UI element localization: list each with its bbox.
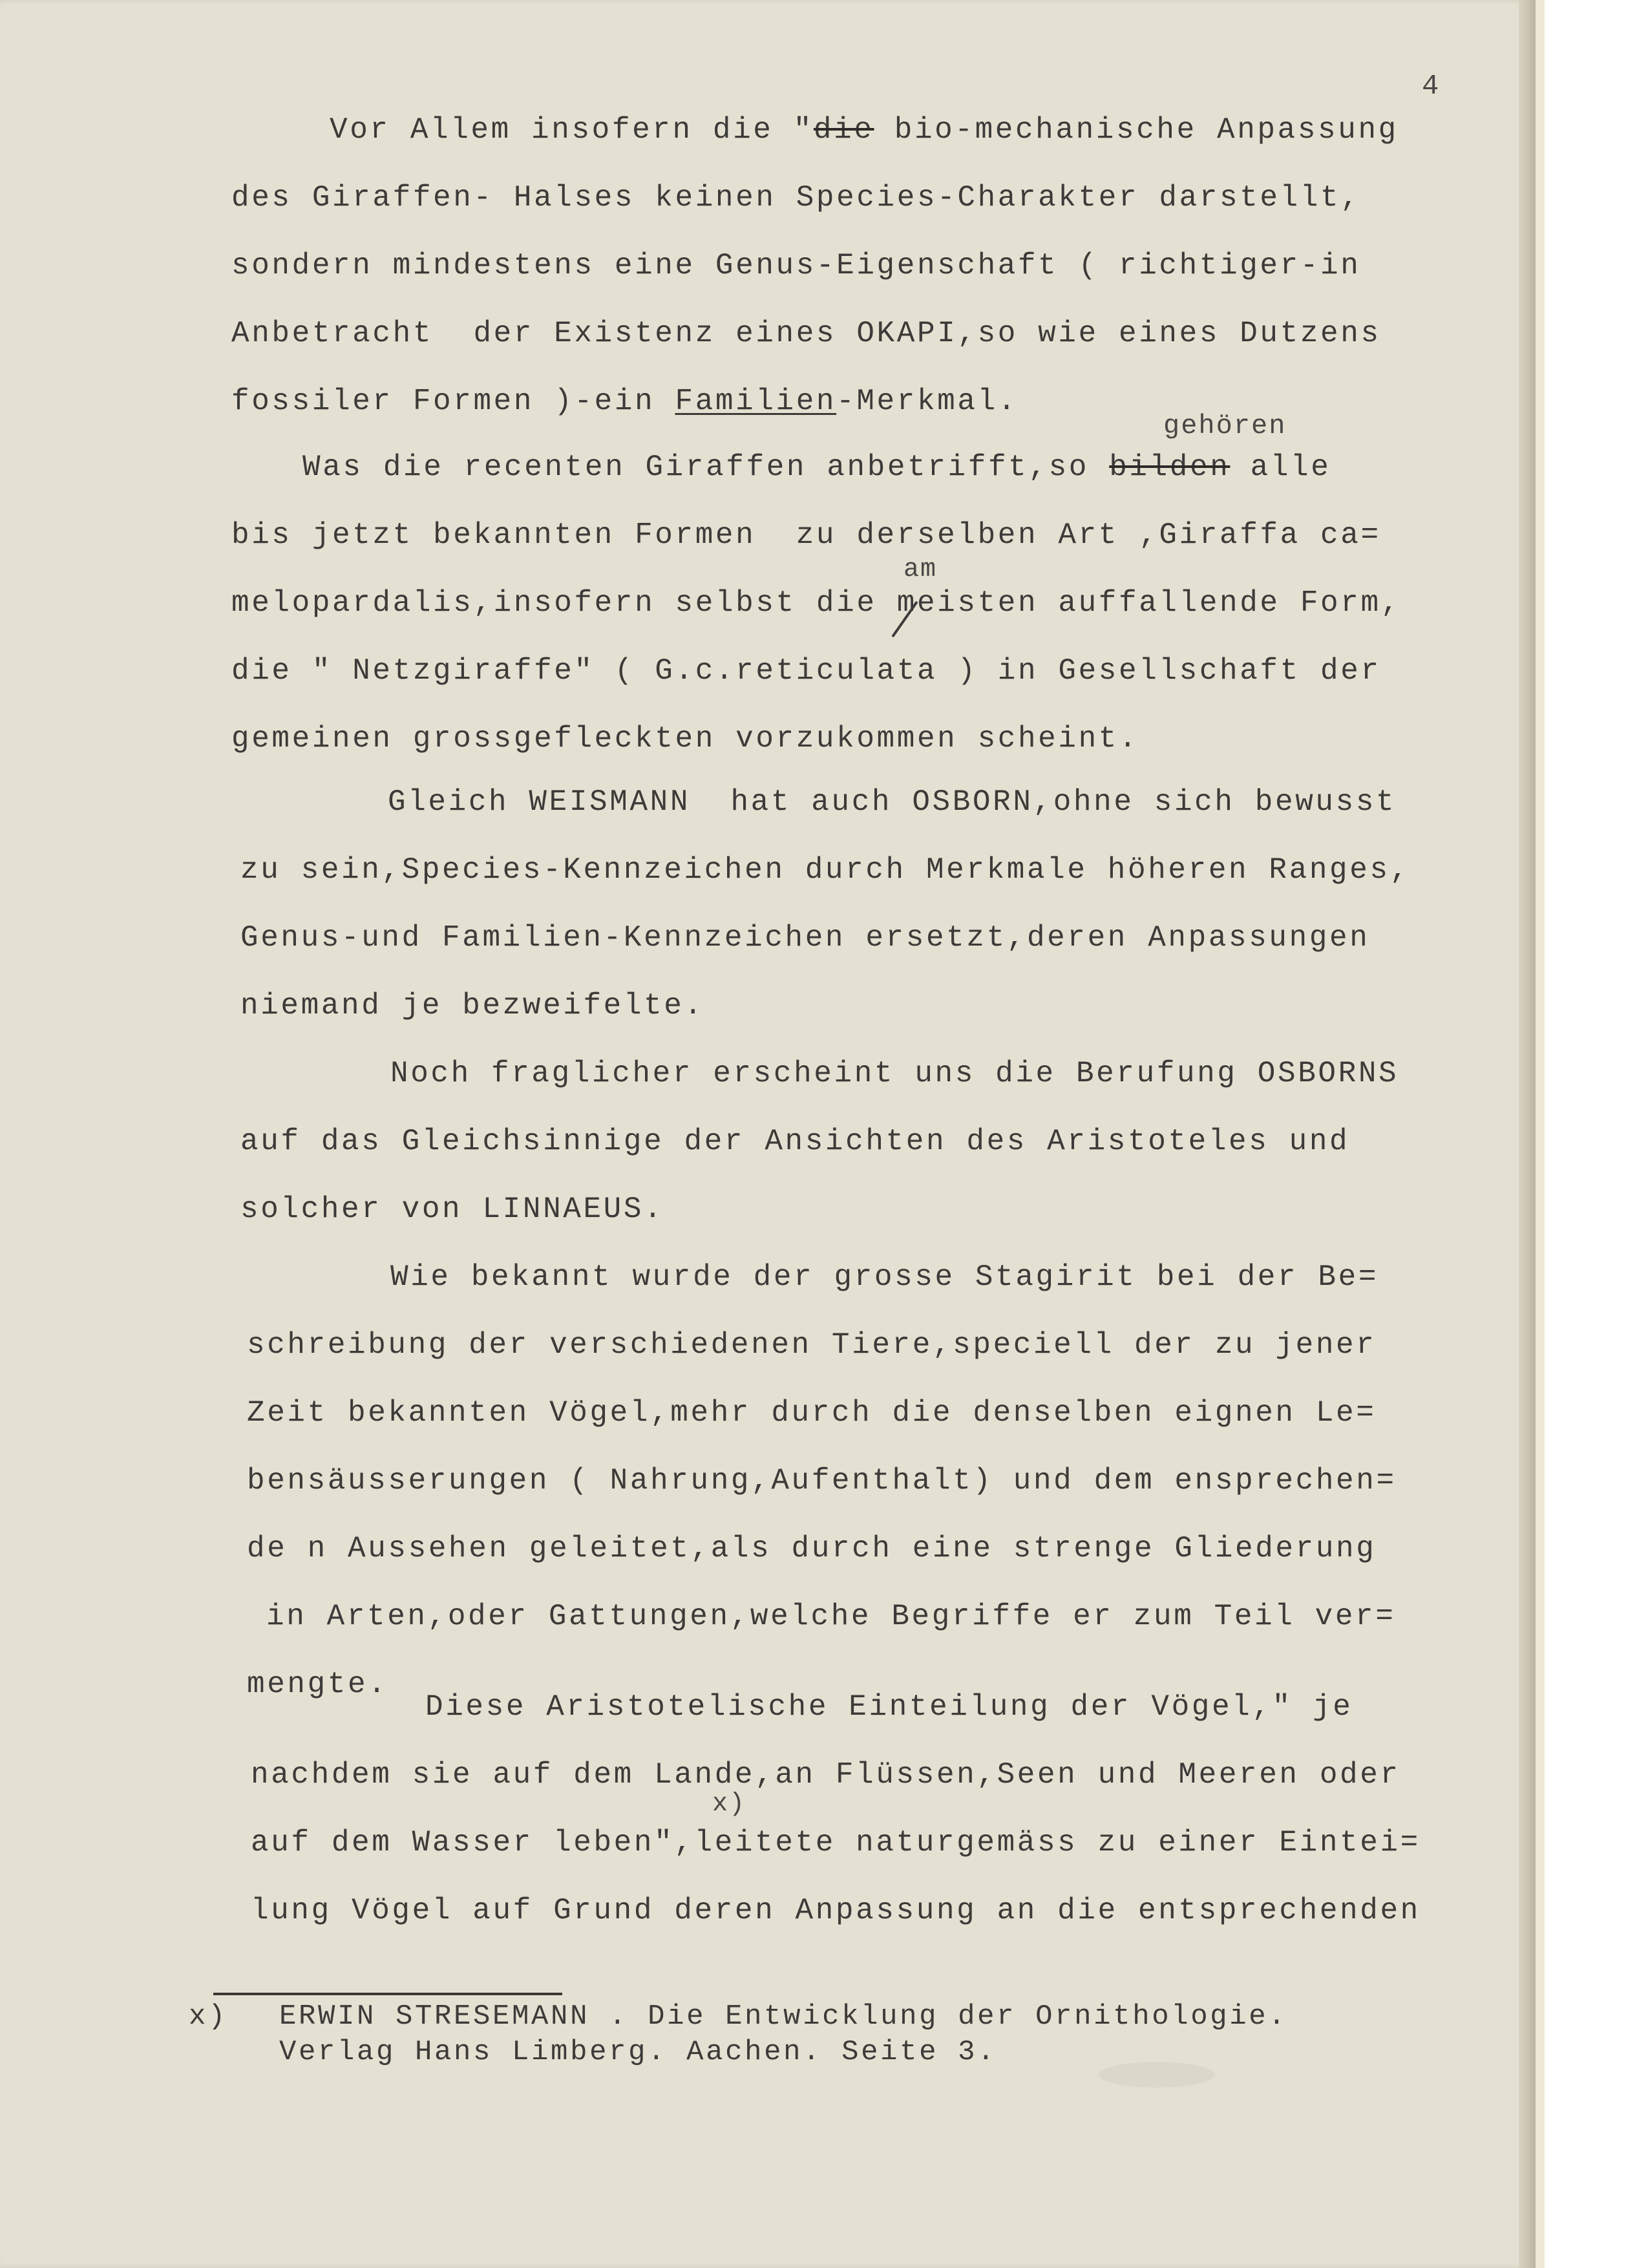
text-line: lung Vögel auf Grund deren Anpassung an die entsprechenden [251, 1894, 1421, 1927]
text-line: Genus-und Familien-Kennzeichen ersetzt,deren Anpassungen [240, 921, 1370, 955]
footnote-rule [213, 1993, 562, 1995]
text-line: fossiler Formen )-ein Familien-Merkmal. [231, 385, 1018, 418]
struck-word: bilden [1109, 450, 1231, 484]
text-line: Gleich WEISMANN hat auch OSBORN,ohne sich bewusst [388, 785, 1397, 819]
text-line: Noch fraglicher erscheint uns die Berufung OSBORNS [390, 1057, 1399, 1090]
text-line: gemeinen grossgefleckten vorzukommen scheint. [231, 722, 1139, 756]
text-line: schreibung der verschiedenen Tiere,speciell der zu jener [247, 1328, 1377, 1362]
page-number: 4 [1422, 70, 1441, 103]
footnote-marker: x) [189, 2000, 228, 2033]
paper-underlay-strip [1536, 0, 1545, 2268]
text-line: die " Netzgiraffe" ( G.c.reticulata ) in Gesellschaft der [231, 654, 1381, 688]
footnote-line: ERWIN STRESEMANN . Die Entwicklung der Ornithologie. [279, 2000, 1288, 2033]
insertion-am: am [903, 555, 938, 584]
text-line: sondern mindestens eine Genus-Eigenschaft ( richtiger-in [231, 249, 1361, 282]
insertion-gehoren: gehören [1163, 410, 1287, 441]
text-line: niemand je bezweifelte. [240, 989, 704, 1023]
text-line: bis jetzt bekannten Formen zu derselben Art ,Giraffa ca= [231, 518, 1381, 552]
text-line: mengte. [247, 1668, 388, 1701]
text-line: des Giraffen- Halses keinen Species-Charakter darstellt, [231, 181, 1361, 215]
paper-stain [1099, 2062, 1215, 2088]
text-line: auf das Gleichsinnige der Ansichten des Aristoteles und [240, 1125, 1350, 1158]
text-line: bensäusserungen ( Nahrung,Aufenthalt) und dem ensprechen= [247, 1464, 1397, 1498]
text-line: Vor Allem insofern die "die bio-mechanische Anpassung [330, 113, 1399, 147]
footnote-reference: x) [712, 1790, 746, 1819]
text-line: in Arten,oder Gattungen,welche Begriffe er zum Teil ver= [266, 1600, 1396, 1633]
text-line: Anbetracht der Existenz eines OKAPI,so wie eines Dutzens [231, 317, 1381, 350]
text-line: melopardalis,insofern selbst die meisten auffallende Form, [231, 586, 1401, 620]
footnote-line: Verlag Hans Limberg. Aachen. Seite 3. [279, 2036, 997, 2068]
text-line: nachdem sie auf dem Lande,an Flüssen,Seen und Meeren oder [251, 1758, 1400, 1792]
text-line: auf dem Wasser leben",leitete naturgemäss zu einer Eintei= [251, 1826, 1421, 1860]
paper-edge-shadow [1519, 0, 1536, 2268]
underlined-word: Familien [675, 385, 837, 418]
text-line: de n Aussehen geleitet,als durch eine strenge Gliederung [247, 1532, 1377, 1565]
text-line: Zeit bekannten Vögel,mehr durch die denselben eignen Le= [247, 1396, 1377, 1430]
text-line: Diese Aristotelische Einteilung der Vögel," je [425, 1690, 1353, 1724]
text-line: zu sein,Species-Kennzeichen durch Merkmale höheren Ranges, [240, 853, 1410, 887]
text-line: Wie bekannt wurde der grosse Stagirit bei der Be= [390, 1260, 1379, 1294]
text-line: Was die recenten Giraffen anbetrifft,so bilden alle [302, 450, 1331, 484]
text-line: solcher von LINNAEUS. [240, 1192, 664, 1226]
struck-word: die [813, 113, 874, 147]
